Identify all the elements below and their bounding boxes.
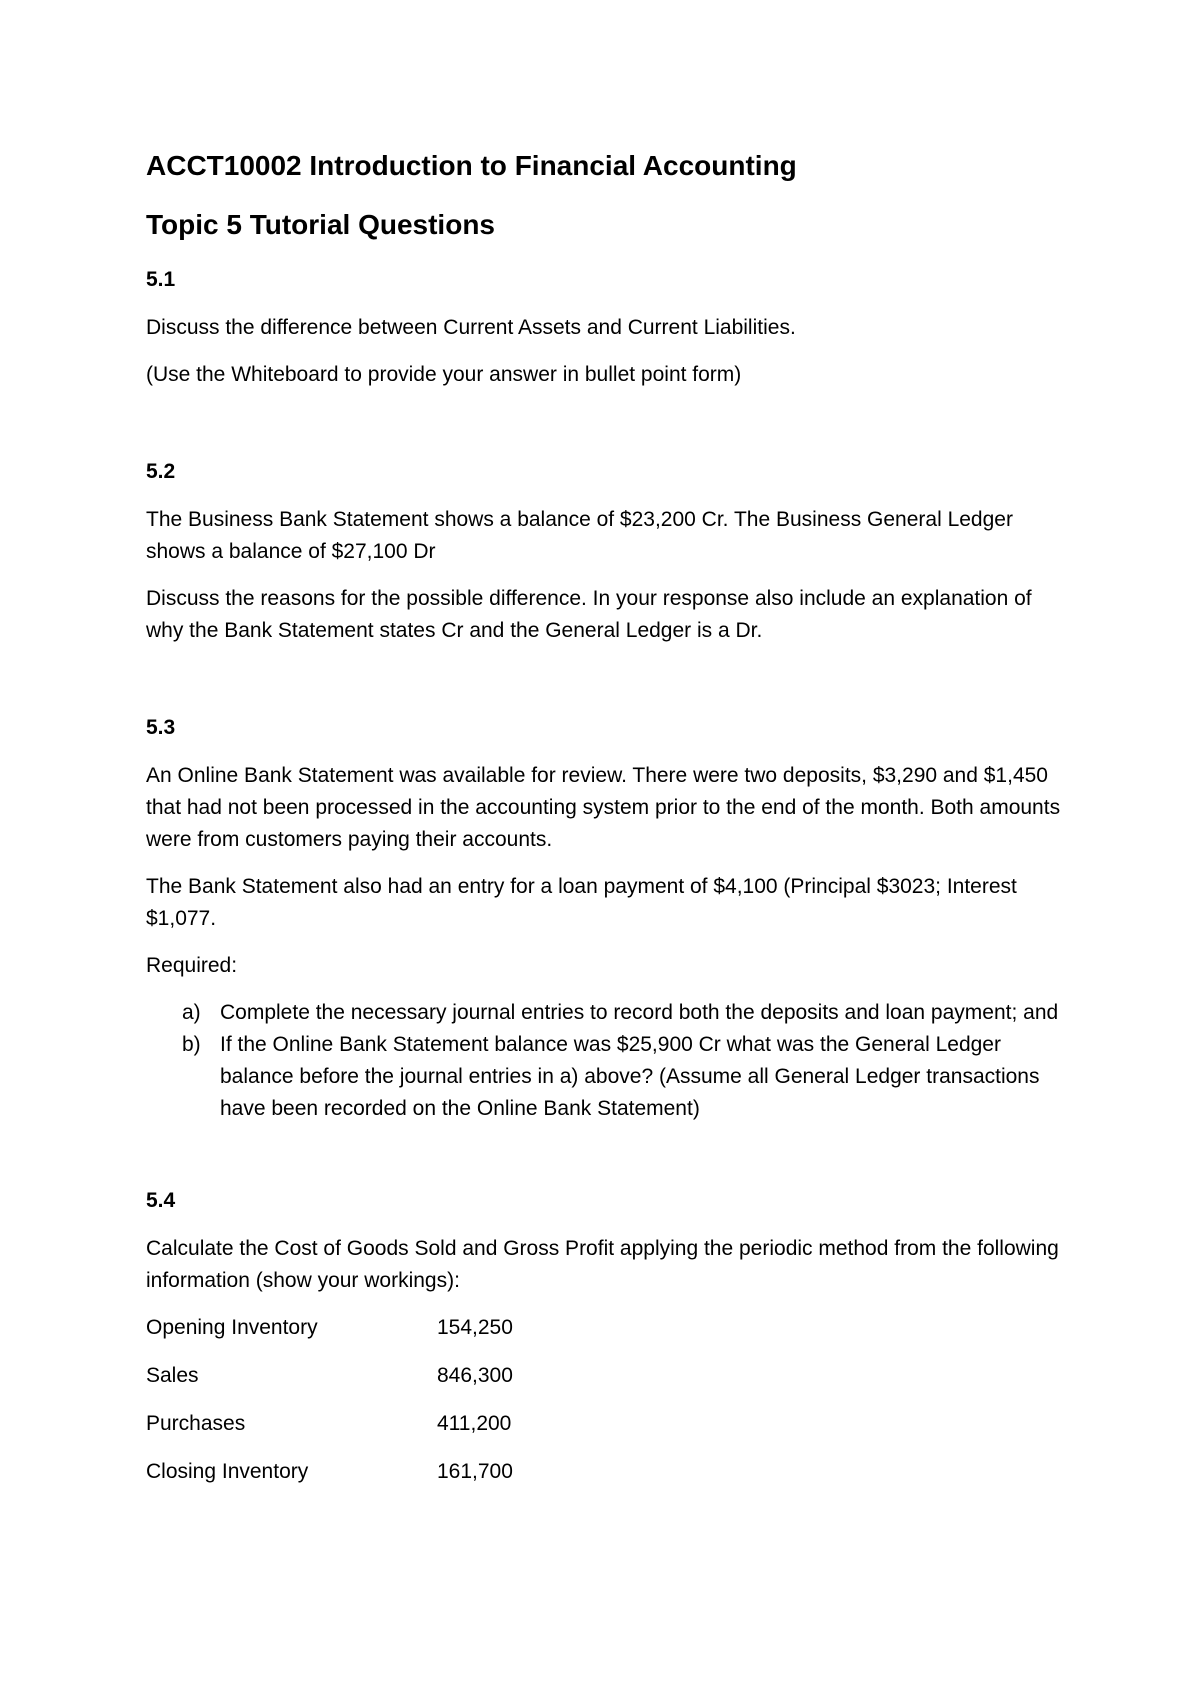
required-label: Required:: [146, 954, 238, 977]
data-label: Closing Inventory: [146, 1460, 309, 1483]
list-marker: b): [182, 1033, 201, 1056]
data-value: 154,250: [437, 1316, 513, 1339]
question-5-1: [146, 266, 1066, 391]
question-number: 5.2: [146, 460, 176, 483]
question-instruction: (Use the Whiteboard to provide your answer in bullet point form): [146, 363, 742, 386]
section-spacer: [146, 406, 1066, 458]
list-item-text: Complete the necessary journal entries to record both the deposits and loan payment; and: [220, 1001, 1059, 1024]
data-row: [146, 1456, 1066, 1488]
data-label: Purchases: [146, 1412, 246, 1435]
question-5-4: [146, 1187, 1066, 1488]
question-5-3: [146, 714, 1066, 1125]
list-item-text: If the Online Bank Statement balance was $25,900 Cr what was the General Ledger balance before the journal entries in a) above? (Assume all General Ledger transactions have been recorded on the Online Bank Statement): [220, 1033, 1040, 1120]
required-list: [146, 997, 1066, 1125]
question-text: Discuss the reasons for the possible difference. In your response also include an explanation of why the Bank Statement states Cr and the General Ledger is a Dr.: [146, 587, 1032, 642]
section-spacer: [146, 1125, 1066, 1187]
question-number: 5.3: [146, 716, 176, 739]
question-text: The Bank Statement also had an entry for a loan payment of $4,100 (Principal $3023; Interest $1,077.: [146, 875, 1017, 930]
data-row: [146, 1408, 1066, 1440]
question-number: 5.4: [146, 1189, 176, 1212]
question-text: Calculate the Cost of Goods Sold and Gross Profit applying the periodic method from the following information (show your workings):: [146, 1237, 1059, 1292]
question-5-2: [146, 458, 1066, 647]
data-value: 411,200: [437, 1412, 512, 1435]
question-number: 5.1: [146, 268, 176, 291]
data-label: Opening Inventory: [146, 1316, 318, 1339]
document-subtitle: Topic 5 Tutorial Questions: [146, 209, 495, 240]
data-label: Sales: [146, 1364, 199, 1387]
document-title: ACCT10002 Introduction to Financial Accounting: [146, 150, 797, 181]
data-row: [146, 1312, 1066, 1344]
list-marker: a): [182, 1001, 201, 1024]
section-spacer: [146, 662, 1066, 714]
inventory-data: [146, 1312, 1066, 1488]
question-text: An Online Bank Statement was available for review. There were two deposits, $3,290 and $1,450 that had not been processed in the accounting system prior to the end of the month. Both amounts were from customers paying their accounts.: [146, 764, 1061, 851]
data-value: 846,300: [437, 1364, 513, 1387]
question-text: Discuss the difference between Current Assets and Current Liabilities.: [146, 316, 796, 339]
list-item: [146, 1029, 1066, 1125]
data-value: 161,700: [437, 1460, 513, 1483]
question-text: The Business Bank Statement shows a balance of $23,200 Cr. The Business General Ledger shows a balance of $27,100 Dr: [146, 508, 1013, 563]
list-item: [146, 997, 1066, 1029]
document-content: [146, 148, 1066, 1504]
data-row: [146, 1360, 1066, 1392]
